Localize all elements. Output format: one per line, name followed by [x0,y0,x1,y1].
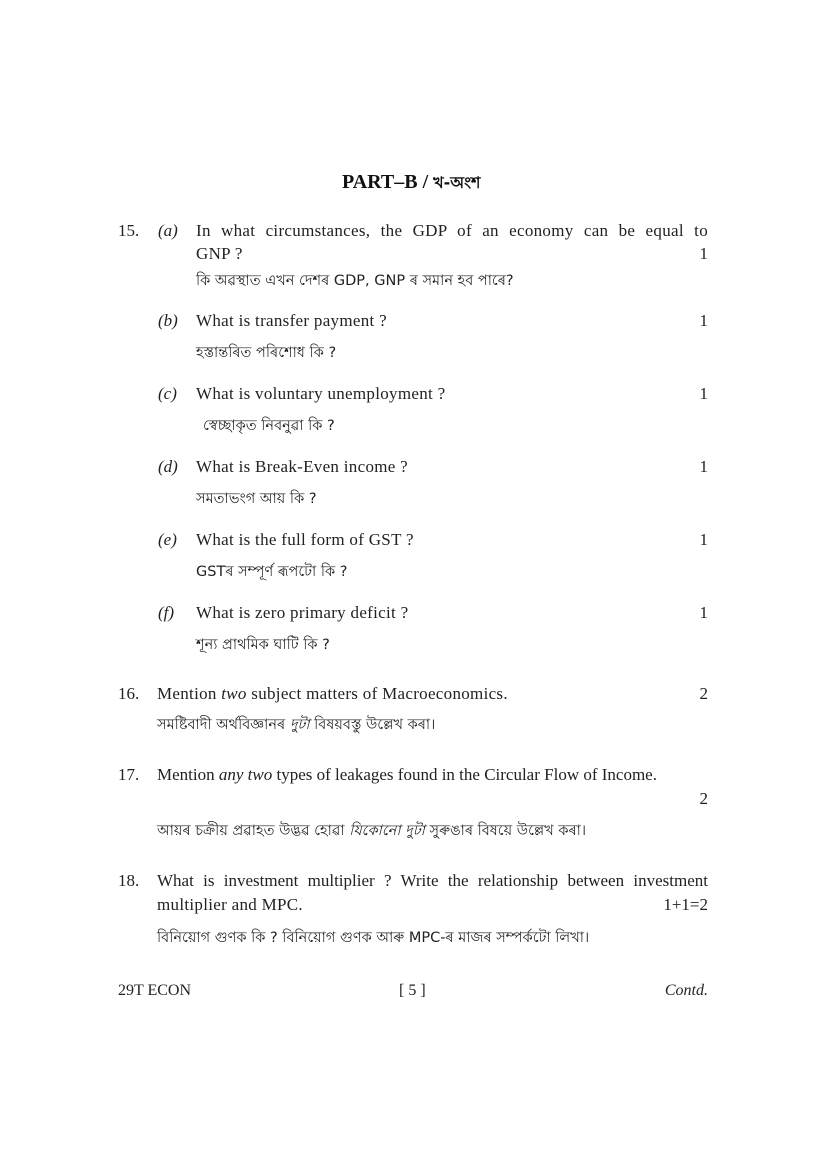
question-text-cont: multiplier and MPC. [157,895,303,914]
emphasis: two [221,684,247,703]
question-text-assamese: কি অৱস্থাত এখন দেশৰ GDP, GNP ৰ সমান হব পাৰে? [196,273,514,289]
text-segment: Mention [157,765,219,784]
section-title-en: PART–B / [342,171,434,193]
subpart-label: (f) [158,603,175,622]
question-text: What is voluntary unemployment ? [196,384,446,403]
question-text-assamese: হস্তান্তৰিত পৰিশোধ কি ? [196,345,337,361]
question-text: What is transfer payment ? [196,311,387,330]
section-title [342,170,481,197]
emphasis: দুটা [289,717,310,733]
question-number: 18. [118,871,140,890]
subpart-label: (e) [158,530,177,549]
marks: 1 [699,457,708,476]
marks: 1+1=2 [663,895,708,914]
question-text: In what circumstances, the GDP of an economy can be equal to [196,221,708,240]
emphasis: any two [218,765,273,784]
question-text-assamese: GSTৰ সম্পূৰ্ণ ৰূপটো কি ? [196,564,348,580]
marks: 1 [699,384,708,403]
question-text-assamese: শূন্য প্ৰাথমিক ঘাটি কি ? [196,637,330,653]
question-text-assamese [157,714,435,738]
text-segment: আয়ৰ চক্ৰীয় প্ৰৱাহত উদ্ভৱ হোৱা [157,823,350,839]
subpart-label: (b) [158,311,178,330]
paper-code: 29T ECON [118,982,192,999]
question-text: What is the full form of GST ? [196,530,414,549]
text-segment: Mention [157,684,222,703]
question-text-assamese: সমতাভংগ আয় কি ? [196,491,317,507]
text-segment: সমষ্টিবাদী অৰ্থবিজ্ঞানৰ [157,717,290,733]
marks: 1 [699,244,708,263]
text-segment: সুৰুঙাৰ বিষয়ে উল্লেখ কৰা। [424,823,587,839]
continued-label: Contd. [664,982,708,999]
marks: 2 [699,789,708,808]
question-text [157,684,508,704]
question-text: What is Break-Even income ? [196,457,409,476]
text-segment: types of leakages found in the Circular Flow of Income. [272,765,657,784]
question-text-cont: GNP ? [196,244,243,263]
marks: 1 [699,603,708,622]
question-text-assamese: বিনিয়োগ গুণক কি ? বিনিয়োগ গুণক আৰু MPC-ৰ মাজৰ সম্পৰ্কটো লিখা। [157,930,590,946]
subpart-label: (a) [158,221,178,240]
question-text-assamese [157,820,586,844]
question-number: 17. [118,765,140,784]
question-number: 16. [118,684,140,703]
subpart-label: (c) [158,384,177,403]
marks: 1 [699,311,708,330]
page-number: [ 5 ] [399,982,426,999]
question-text [157,765,657,785]
question-number: 15. [118,221,140,240]
question-text: What is zero primary deficit ? [196,603,409,622]
text-segment: বিষয়বস্তু উল্লেখ কৰা। [309,717,436,733]
marks: 1 [699,530,708,549]
emphasis: যিকোনো দুটা [349,823,425,839]
subpart-label: (d) [158,457,178,476]
question-text-assamese: স্বেচ্ছাকৃত নিবনুৱা কি ? [203,418,335,434]
question-text: What is investment multiplier ? Write the relationship between investment [157,871,708,890]
text-segment: subject matters of Macroeconomics. [246,684,508,703]
section-title-bn: খ-অংশ [433,173,481,192]
marks: 2 [699,684,708,703]
